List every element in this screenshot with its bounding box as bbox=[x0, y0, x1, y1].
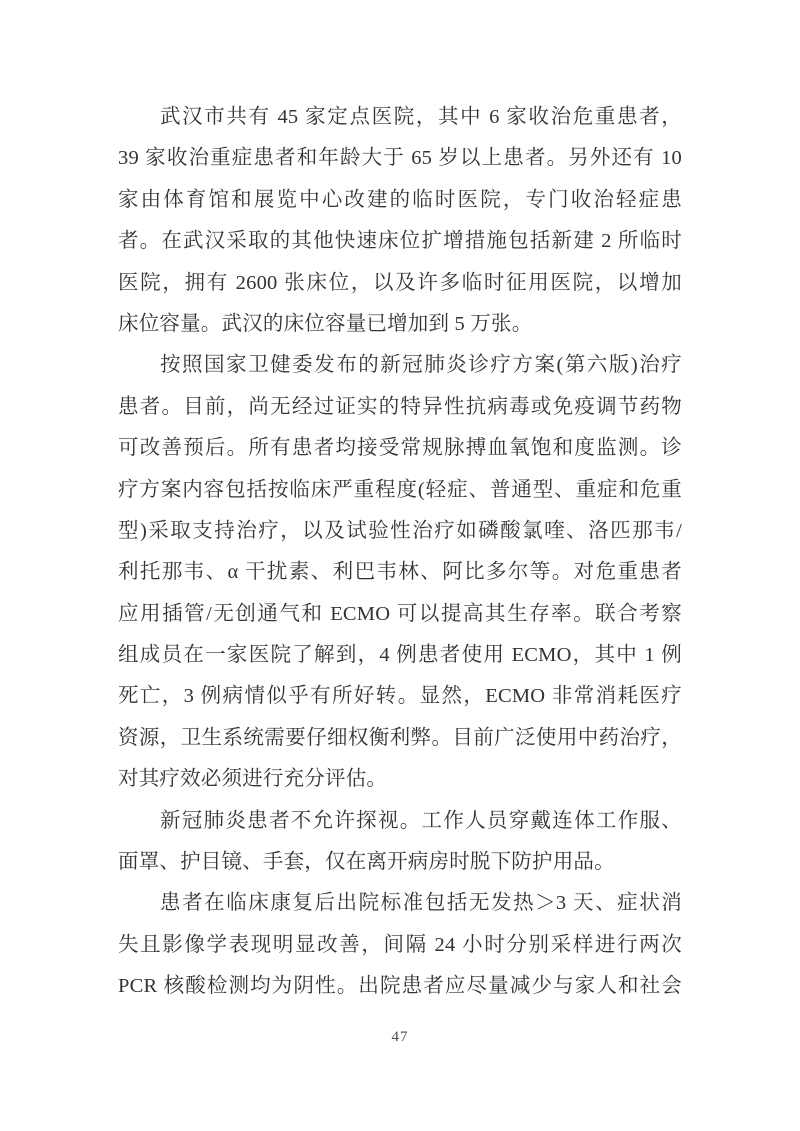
text-line: 者。在武汉采取的其他快速床位扩增措施包括新建 2 所临时 bbox=[118, 230, 682, 253]
text-line: 39 家收治重症患者和年龄大于 65 岁以上患者。另外还有 10 bbox=[118, 147, 682, 170]
text-line: 新冠肺炎患者不允许探视。工作人员穿戴连体工作服、 bbox=[160, 809, 682, 832]
text-line: 面罩、护目镜、手套，仅在离开病房时脱下防护用品。 bbox=[118, 851, 615, 874]
text-line: 死亡，3 例病情似乎有所好转。显然，ECMO 非常消耗医疗 bbox=[118, 685, 682, 708]
text-line: 床位容量。武汉的床位容量已增加到 5 万张。 bbox=[118, 312, 533, 335]
page-number: 47 bbox=[391, 1029, 409, 1045]
text-line: 疗方案内容包括按临床严重程度(轻症、普通型、重症和危重 bbox=[118, 478, 682, 501]
text-line: 应用插管/无创通气和 ECMO 可以提高其生存率。联合考察 bbox=[118, 602, 682, 625]
text-line: 医院，拥有 2600 张床位，以及许多临时征用医院，以增加 bbox=[118, 271, 682, 294]
text-line: 可改善预后。所有患者均接受常规脉搏血氧饱和度监测。诊 bbox=[118, 437, 682, 460]
text-line: 家由体育馆和展览中心改建的临时医院，专门收治轻症患 bbox=[118, 188, 682, 211]
text-line: 对其疗效必须进行充分评估。 bbox=[118, 768, 388, 791]
text-line: 患者。目前，尚无经过证实的特异性抗病毒或免疫调节药物 bbox=[118, 395, 682, 418]
text-line: 武汉市共有 45 家定点医院，其中 6 家收治危重患者， bbox=[160, 106, 682, 128]
text-line: 资源，卫生系统需要仔细权衡利弊。目前广泛使用中药治疗， bbox=[118, 726, 682, 749]
text-line: 组成员在一家医院了解到，4 例患者使用 ECMO，其中 1 例 bbox=[118, 644, 682, 667]
text-line: 按照国家卫健委发布的新冠肺炎诊疗方案(第六版)治疗 bbox=[160, 354, 682, 377]
text-line: 利托那韦、α 干扰素、利巴韦林、阿比多尔等。对危重患者 bbox=[118, 561, 682, 584]
text-line: 失且影像学表现明显改善，间隔 24 小时分别采样进行两次 bbox=[118, 933, 682, 956]
page-body bbox=[118, 97, 682, 1008]
text-line: 型)采取支持治疗，以及试验性治疗如磷酸氯喹、洛匹那韦/ bbox=[118, 519, 682, 542]
text-line: 患者在临床康复后出院标准包括无发热＞3 天、症状消 bbox=[160, 892, 682, 915]
text-line: PCR 核酸检测均为阴性。出院患者应尽量减少与家人和社会 bbox=[118, 975, 682, 998]
